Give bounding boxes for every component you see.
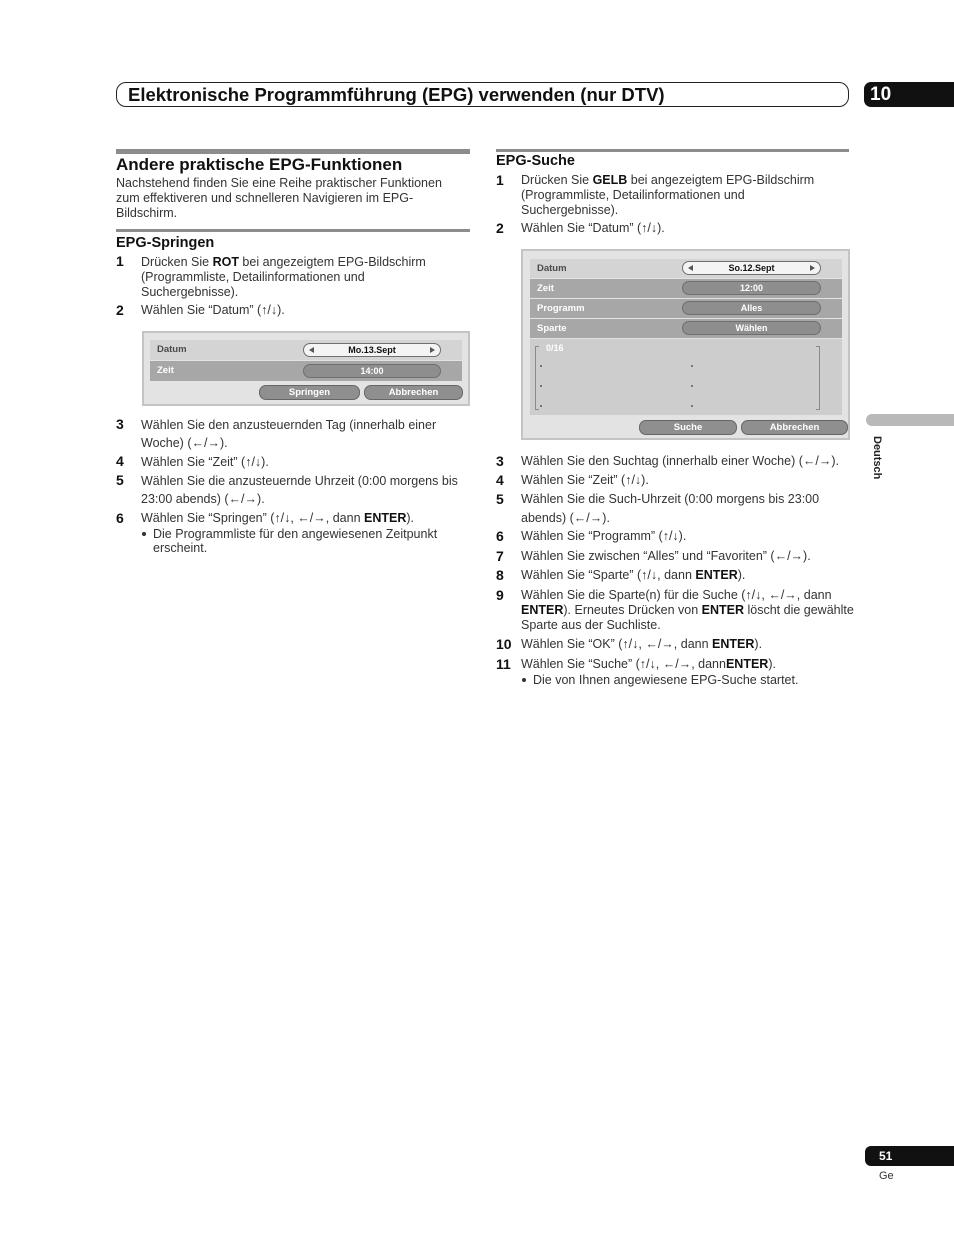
step-line — [521, 567, 745, 583]
step-line: 23:00 abends) (←/→). — [141, 492, 265, 506]
page-number: 51 — [879, 1149, 893, 1163]
search-list-area — [530, 339, 842, 415]
note-line: erscheint. — [153, 541, 208, 555]
step-text: bei angezeigtem EPG-Bildschirm — [627, 173, 815, 187]
step-line: Wählen Sie die anzusteuernde Uhrzeit (0:00 morgens bis — [141, 474, 458, 488]
page-number-badge — [865, 1146, 954, 1166]
step-text: Drücken Sie — [521, 173, 593, 187]
step-text: löscht die gewählte — [744, 603, 854, 617]
subsection-heading: EPG-Suche — [496, 153, 575, 169]
step-text: Drücken Sie — [141, 255, 213, 269]
step-text: Wählen Sie “Springen” (↑/↓, ←/→, dann — [141, 511, 365, 525]
step-text: ). — [737, 568, 746, 582]
step-line: Suchergebnisse). — [141, 285, 239, 299]
date-row — [150, 340, 462, 360]
step-text: Wählen Sie “Sparte” (↑/↓, dann — [521, 568, 696, 582]
step-line: Wählen Sie “Zeit” (↑/↓). — [521, 473, 649, 487]
note-line: Die Programmliste für den angewiesenen Zeitpunkt — [153, 527, 438, 541]
list-bracket-right — [816, 346, 820, 410]
step-line: Wählen Sie “Datum” (↑/↓). — [141, 303, 285, 317]
step-line — [521, 602, 854, 618]
key-label: ENTER — [695, 568, 738, 582]
step-line: Wählen Sie “Datum” (↑/↓). — [521, 221, 665, 235]
step-number: 9 — [496, 587, 504, 603]
date-selector — [682, 261, 821, 275]
subsection-heading: EPG-Springen — [116, 235, 215, 251]
arrow-right-icon — [810, 265, 815, 271]
key-label: GELB — [592, 173, 628, 187]
time-row — [150, 361, 462, 381]
step-number: 6 — [496, 528, 504, 544]
step-text: ). Erneutes Drücken von — [563, 603, 702, 617]
step-text: bei angezeigtem EPG-Bildschirm — [238, 255, 426, 269]
date-selector — [303, 343, 441, 357]
step-line: abends) (←/→). — [521, 511, 610, 525]
list-slot-marker — [691, 405, 693, 407]
step-number: 3 — [116, 416, 124, 432]
intro-line: Nachstehend finden Sie eine Reihe praktischer Funktionen — [116, 176, 442, 190]
arrow-right-icon — [430, 347, 435, 353]
language-tab-label: Deutsch — [871, 436, 883, 480]
step-number: 2 — [496, 220, 504, 236]
program-row — [530, 299, 842, 318]
key-label: ENTER — [701, 603, 745, 617]
epg-jump-dialog-illustration — [142, 331, 470, 406]
genre-selector — [682, 321, 821, 335]
section-heading: Andere praktische EPG-Funktionen — [116, 155, 403, 174]
step-number: 5 — [496, 491, 504, 507]
list-slot-marker — [691, 385, 693, 387]
step-text: ). — [768, 657, 776, 671]
date-value: So.12.Sept — [728, 263, 775, 273]
step-line: Wählen Sie “Programm” (↑/↓). — [521, 529, 687, 543]
result-count: 0/16 — [546, 343, 564, 353]
key-label: ENTER — [364, 511, 407, 525]
list-slot-marker — [540, 405, 542, 407]
program-selector — [682, 301, 821, 315]
program-value: Alles — [740, 303, 763, 313]
date-label: Datum — [537, 263, 567, 274]
chapter-number: 10 — [870, 84, 892, 105]
step-text: ). — [406, 511, 415, 525]
step-line: (Programmliste, Detailinformationen und — [141, 270, 365, 284]
step-line: Wählen Sie zwischen “Alles” und “Favoriten” (←/→). — [521, 549, 811, 563]
step-line: Woche) (←/→). — [141, 436, 228, 450]
list-slot-marker — [540, 385, 542, 387]
time-value: 14:00 — [360, 366, 384, 376]
section-divider — [496, 149, 849, 152]
step-text: Wählen Sie “Suche” (↑/↓, ←/→, dann — [521, 657, 726, 671]
step-line: Wählen Sie den anzusteuernden Tag (innerhalb einer — [141, 418, 437, 432]
epg-search-dialog-illustration — [521, 249, 850, 440]
step-line: Wählen Sie die Sparte(n) für die Suche (↑/↓, ←/→, dann — [521, 588, 832, 602]
bullet-marker — [142, 532, 146, 536]
list-slot-marker — [691, 365, 693, 367]
step-number: 6 — [116, 510, 124, 526]
list-slot-marker — [540, 365, 542, 367]
step-number: 10 — [496, 636, 512, 652]
cancel-button: Abbrechen — [741, 420, 848, 435]
arrow-left-icon — [309, 347, 314, 353]
step-line — [521, 636, 762, 652]
intro-line: Bildschirm. — [116, 206, 178, 220]
language-code: Ge — [879, 1170, 894, 1182]
subsection-divider — [116, 229, 470, 232]
step-number: 2 — [116, 302, 124, 318]
step-line — [141, 510, 414, 526]
key-label: ENTER — [712, 637, 755, 651]
time-label: Zeit — [157, 365, 174, 376]
time-value: 12:00 — [739, 283, 764, 293]
bullet-marker — [522, 678, 526, 682]
time-selector — [682, 281, 821, 295]
step-line: Suchergebnisse). — [521, 203, 619, 217]
search-button: Suche — [639, 420, 737, 435]
step-number: 4 — [116, 453, 124, 469]
step-line: Sparte aus der Suchliste. — [521, 618, 661, 632]
step-number: 1 — [496, 172, 504, 188]
step-line: (Programmliste, Detailinformationen und — [521, 188, 745, 202]
step-number: 4 — [496, 472, 504, 488]
program-label: Programm — [537, 303, 585, 314]
genre-row — [530, 319, 842, 338]
time-row — [530, 279, 842, 298]
step-line: Wählen Sie “Zeit” (↑/↓). — [141, 455, 269, 469]
time-label: Zeit — [537, 283, 554, 294]
list-bracket-left — [535, 346, 539, 410]
genre-label: Sparte — [537, 323, 567, 334]
chapter-title-bar — [116, 82, 849, 107]
genre-value: Wählen — [735, 323, 768, 333]
chapter-number-badge — [864, 82, 954, 107]
step-line — [521, 656, 776, 672]
jump-button: Springen — [259, 385, 360, 400]
chapter-title: Elektronische Programmführung (EPG) verwenden (nur DTV) — [128, 84, 665, 105]
date-row — [530, 259, 842, 278]
key-label: ROT — [212, 255, 239, 269]
key-label: ENTER — [725, 657, 769, 671]
note-line: Die von Ihnen angewiesene EPG-Suche startet. — [533, 673, 799, 687]
step-number: 3 — [496, 453, 504, 469]
step-number: 7 — [496, 548, 504, 564]
step-number: 8 — [496, 567, 504, 583]
step-line — [141, 254, 426, 270]
language-tab-marker — [866, 414, 954, 426]
step-number: 5 — [116, 472, 124, 488]
time-selector — [303, 364, 441, 378]
step-line: Wählen Sie den Suchtag (innerhalb einer Woche) (←/→). — [521, 454, 839, 468]
step-number: 11 — [496, 656, 511, 672]
step-text: Wählen Sie “OK” (↑/↓, ←/→, dann — [521, 637, 713, 651]
arrow-left-icon — [688, 265, 693, 271]
intro-line: zum effektiveren und schnelleren Navigieren im EPG- — [116, 191, 414, 205]
date-label: Datum — [157, 344, 187, 355]
date-value: Mo.13.Sept — [348, 345, 396, 355]
key-label: ENTER — [521, 603, 564, 617]
step-number: 1 — [116, 253, 124, 269]
cancel-button: Abbrechen — [364, 385, 463, 400]
step-text: ). — [754, 637, 763, 651]
step-line — [521, 172, 814, 188]
step-line: Wählen Sie die Such-Uhrzeit (0:00 morgens bis 23:00 — [521, 492, 820, 506]
section-divider — [116, 149, 470, 154]
